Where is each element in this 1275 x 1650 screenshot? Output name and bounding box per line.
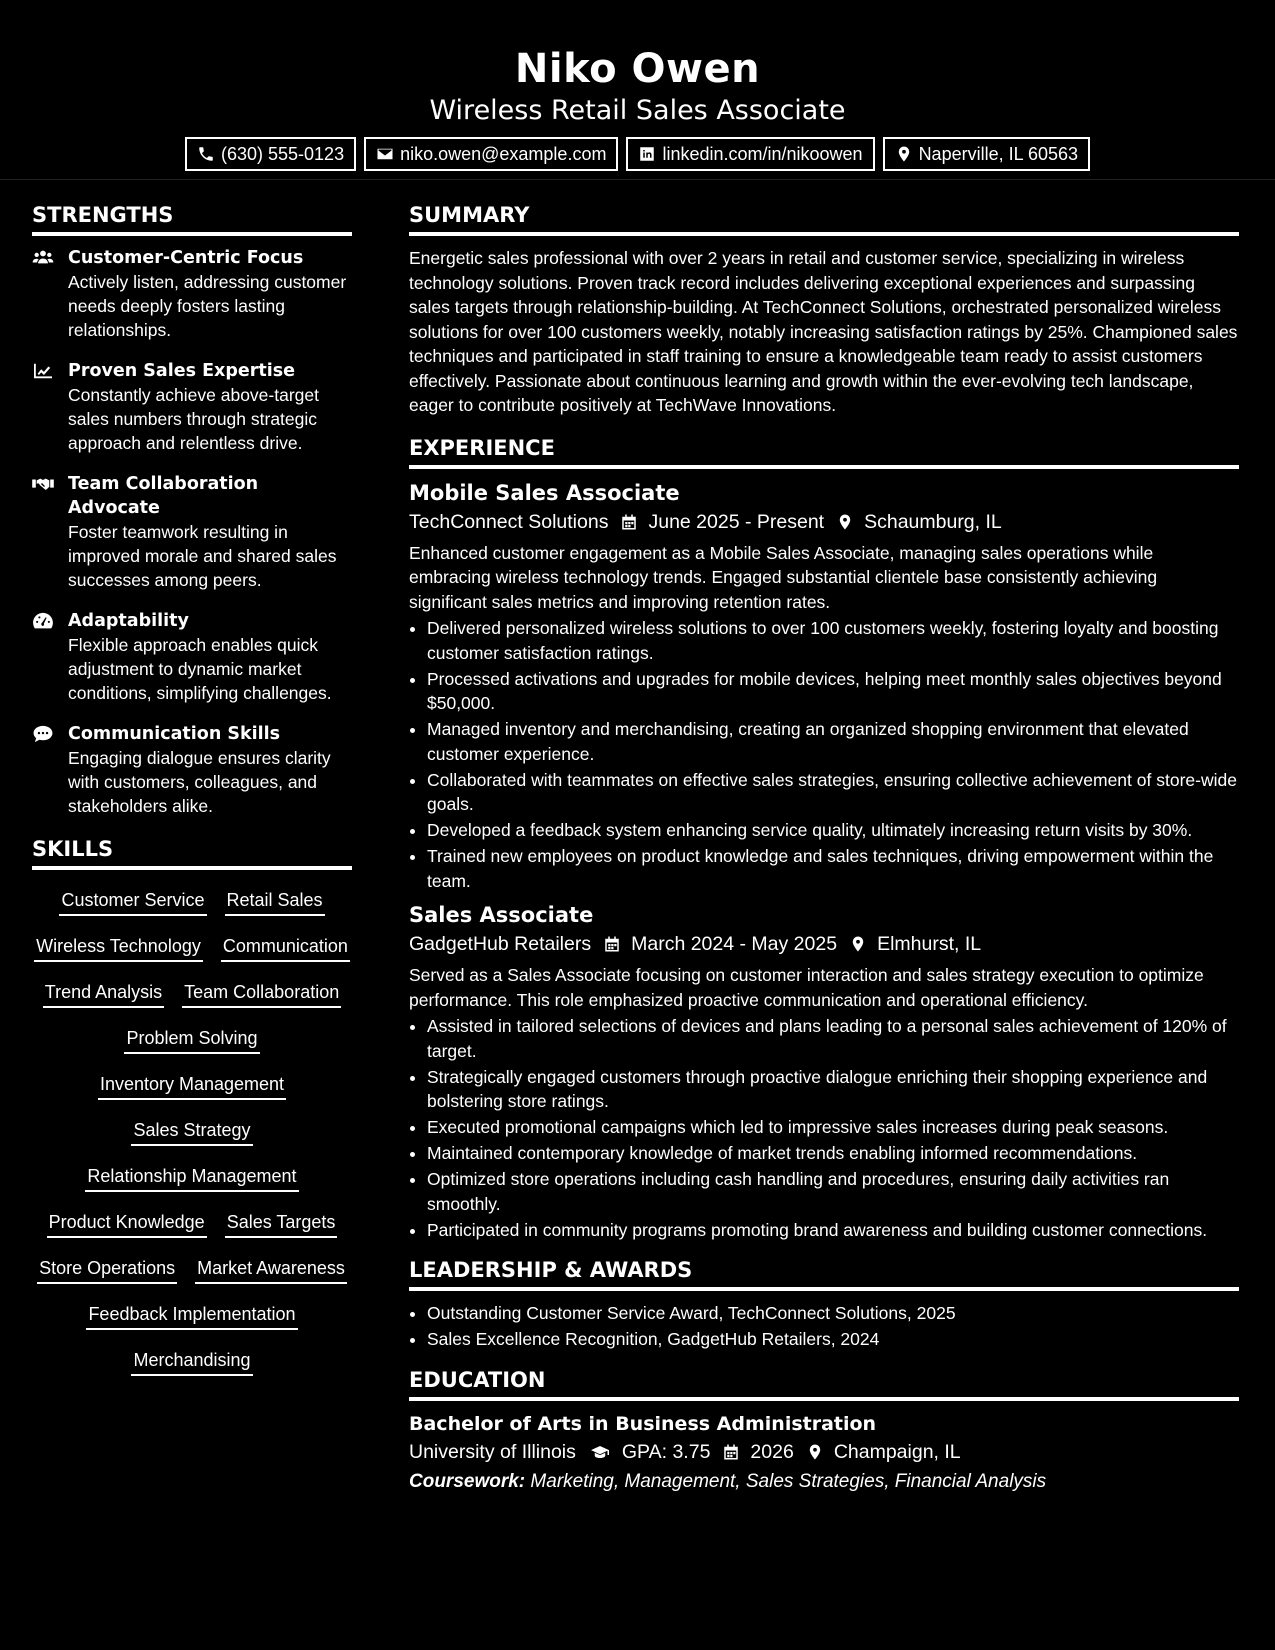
job-location: Schaumburg, IL (864, 510, 1002, 533)
strength-desc: Foster teamwork resulting in improved morale and shared sales successes among peers. (68, 522, 337, 590)
job-description: Enhanced customer engagement as a Mobile Sales Associate, managing sales operations while embracing wireless technology trends. Engaged substantial clientele base consistently achieving significant sales metrics and improving retention rates. (409, 542, 1158, 612)
strength-item (32, 722, 352, 818)
handshake-icon (32, 475, 54, 493)
experience-heading: EXPERIENCE (409, 434, 1239, 469)
phone-icon (197, 145, 215, 163)
skill-tag: Retail Sales (225, 888, 325, 916)
job-description: Served as a Sales Associate focusing on customer interaction and sales strategy execution to optimize performance. This role emphasized proactive communication and operational efficiency. (409, 965, 1204, 1010)
experience-section (409, 434, 1239, 1243)
skill-tag: Wireless Technology (34, 934, 203, 962)
job-bullet: • Optimized store operations including cash handling and procedures, ensuring daily activities ran smoothly. (427, 1167, 1239, 1216)
education-section (409, 1366, 1239, 1497)
map-marker-icon (806, 1443, 824, 1461)
strength-title: Adaptability (68, 611, 189, 631)
skill-tag: Communication (221, 934, 350, 962)
award-item: • Sales Excellence Recognition, GadgetHub Retailers, 2024 (427, 1327, 1239, 1352)
job-bullets (409, 1014, 1239, 1242)
job-bullet: • Strategically engaged customers through proactive dialogue enriching their shopping experience and bolstering store ratings. (427, 1065, 1239, 1114)
education-meta (409, 1437, 1239, 1467)
strength-item (32, 472, 352, 592)
school-name: University of Illinois (409, 1440, 576, 1463)
graduation-year: 2026 (750, 1440, 794, 1463)
envelope-icon (376, 145, 394, 163)
graduation-cap-icon (588, 1443, 612, 1461)
summary-text: Energetic sales professional with over 2 years in retail and customer service, specializing in wireless technology solutions. Proven track record includes delivering exceptional experiences and surpassing sales targets through relationship-building. At TechConnect Solutions, orchestrated personalized wireless solutions for over 100 customers weekly, notably increasing satisfaction ratings by 25%. Championed sales techniques and participated in staff training to ensure a knowledgeable team ready to assist customers effectively. Passionate about continuous learning and growth within the ever-evolving tech landscape, eager to contribute positively at TechWave Innovations. (409, 248, 1238, 415)
right-column (409, 180, 1239, 1497)
strength-desc: Flexible approach enables quick adjustment to dynamic market conditions, simplifying challenges. (68, 635, 332, 703)
calendar-icon (603, 935, 621, 953)
job-company: GadgetHub Retailers (409, 933, 592, 955)
contact-linkedin-text: linkedin.com/in/nikoowen (662, 143, 863, 164)
job-bullets (409, 616, 1239, 893)
map-marker-icon (836, 513, 854, 531)
skill-tag: Feedback Implementation (86, 1302, 297, 1330)
strength-title: Communication Skills (68, 724, 281, 744)
strengths-heading: STRENGTHS (32, 201, 352, 236)
job-meta (409, 929, 1239, 959)
job-location: Elmhurst, IL (877, 933, 982, 955)
strength-title: Customer-Centric Focus (68, 248, 304, 268)
users-icon (32, 249, 54, 267)
linkedin-icon (638, 145, 656, 163)
skill-tag: Merchandising (131, 1348, 252, 1376)
contact-bar (0, 137, 1275, 171)
contact-email-text: niko.owen@example.com (400, 143, 607, 164)
award-item: • Outstanding Customer Service Award, TechConnect Solutions, 2025 (427, 1301, 1239, 1326)
school-location: Champaign, IL (833, 1440, 961, 1463)
job-company: TechConnect Solutions (409, 510, 609, 533)
map-marker-icon (849, 935, 867, 953)
strength-item (32, 246, 352, 342)
job-bullet: • Assisted in tailored selections of devices and plans leading to a personal sales achievement of 120% of target. (427, 1014, 1239, 1063)
coursework-label: Coursework: (409, 1470, 526, 1492)
coursework-list: Marketing, Management, Sales Strategies, Financial Analysis (530, 1470, 1047, 1492)
calendar-icon (722, 1443, 740, 1461)
skill-tag: Sales Strategy (131, 1118, 252, 1146)
job-bullet: • Trained new employees on product knowledge and sales techniques, driving empowerment within the team. (427, 844, 1239, 893)
job-dates: June 2025 - Present (648, 510, 825, 533)
skills-section (32, 835, 352, 1376)
job-entry (409, 901, 1239, 1242)
gauge-icon (32, 612, 54, 630)
job-bullet: • Participated in community programs promoting brand awareness and building customer connections. (427, 1218, 1239, 1243)
summary-heading: SUMMARY (409, 201, 1239, 236)
resume-header (0, 0, 1275, 180)
coursework (409, 1467, 1239, 1497)
job-meta (409, 507, 1239, 537)
resume-body (0, 180, 1275, 1497)
job-bullet: • Processed activations and upgrades for mobile devices, helping meet monthly sales objectives beyond $50,000. (427, 667, 1239, 716)
contact-location[interactable] (883, 137, 1090, 171)
left-column (32, 180, 352, 1497)
calendar-icon (620, 513, 638, 531)
contact-linkedin[interactable] (626, 137, 874, 171)
job-bullet: • Managed inventory and merchandising, creating an organized shopping environment that elevated customer experience. (427, 717, 1239, 766)
awards-heading: LEADERSHIP & AWARDS (409, 1256, 1239, 1291)
strength-item (32, 609, 352, 705)
contact-phone-text: (630) 555-0123 (220, 143, 345, 164)
chart-line-icon (32, 362, 54, 380)
summary-section (409, 201, 1239, 418)
degree-title: Bachelor of Arts in Business Administration (409, 1412, 877, 1435)
skill-tag: Trend Analysis (43, 980, 164, 1008)
skill-tag: Store Operations (37, 1256, 177, 1284)
strength-desc: Actively listen, addressing customer needs deeply fosters lasting relationships. (68, 272, 347, 340)
skill-tag: Problem Solving (124, 1026, 259, 1054)
job-title: Sales Associate (409, 903, 594, 927)
strength-title: Proven Sales Expertise (68, 361, 296, 381)
strength-desc: Constantly achieve above-target sales numbers through strategic approach and relentless drive. (68, 385, 319, 453)
gpa: GPA: 3.75 (621, 1440, 711, 1463)
contact-phone[interactable] (185, 137, 356, 171)
skill-tag: Market Awareness (195, 1256, 347, 1284)
job-bullet: • Delivered personalized wireless solutions to over 100 customers weekly, fostering loyalty and boosting customer satisfaction ratings. (427, 616, 1239, 665)
job-bullet: • Developed a feedback system enhancing service quality, ultimately increasing return visits by 30%. (427, 818, 1239, 843)
contact-email[interactable] (364, 137, 618, 171)
education-heading: EDUCATION (409, 1366, 1239, 1401)
job-title: Mobile Sales Associate (409, 480, 680, 505)
strength-item (32, 359, 352, 455)
skill-tag: Product Knowledge (47, 1210, 207, 1238)
comment-icon (32, 725, 54, 743)
skill-tag: Customer Service (59, 888, 206, 916)
job-bullet: • Maintained contemporary knowledge of market trends enabling informed recommendations. (427, 1141, 1239, 1166)
skill-tag: Inventory Management (98, 1072, 286, 1100)
job-bullet: • Collaborated with teammates on effective sales strategies, ensuring collective achievement of store-wide goals. (427, 768, 1239, 817)
job-dates: March 2024 - May 2025 (631, 933, 838, 955)
map-marker-icon (895, 145, 913, 163)
skills-heading: SKILLS (32, 835, 352, 870)
awards-list (409, 1301, 1239, 1352)
strength-desc: Engaging dialogue ensures clarity with customers, colleagues, and stakeholders alike. (68, 748, 331, 816)
skill-tag: Team Collaboration (182, 980, 341, 1008)
candidate-name: Niko Owen (514, 46, 761, 92)
candidate-title: Wireless Retail Sales Associate (429, 95, 846, 126)
skills-list (32, 880, 352, 1376)
awards-section (409, 1256, 1239, 1352)
contact-location-text: Naperville, IL 60563 (918, 143, 1078, 164)
strengths-section (32, 201, 352, 818)
job-bullet: • Executed promotional campaigns which led to impressive sales increases during peak seasons. (427, 1115, 1239, 1140)
strength-title: Team Collaboration Advocate (68, 474, 259, 518)
job-entry (409, 479, 1239, 894)
skill-tag: Relationship Management (85, 1164, 298, 1192)
skill-tag: Sales Targets (225, 1210, 338, 1238)
